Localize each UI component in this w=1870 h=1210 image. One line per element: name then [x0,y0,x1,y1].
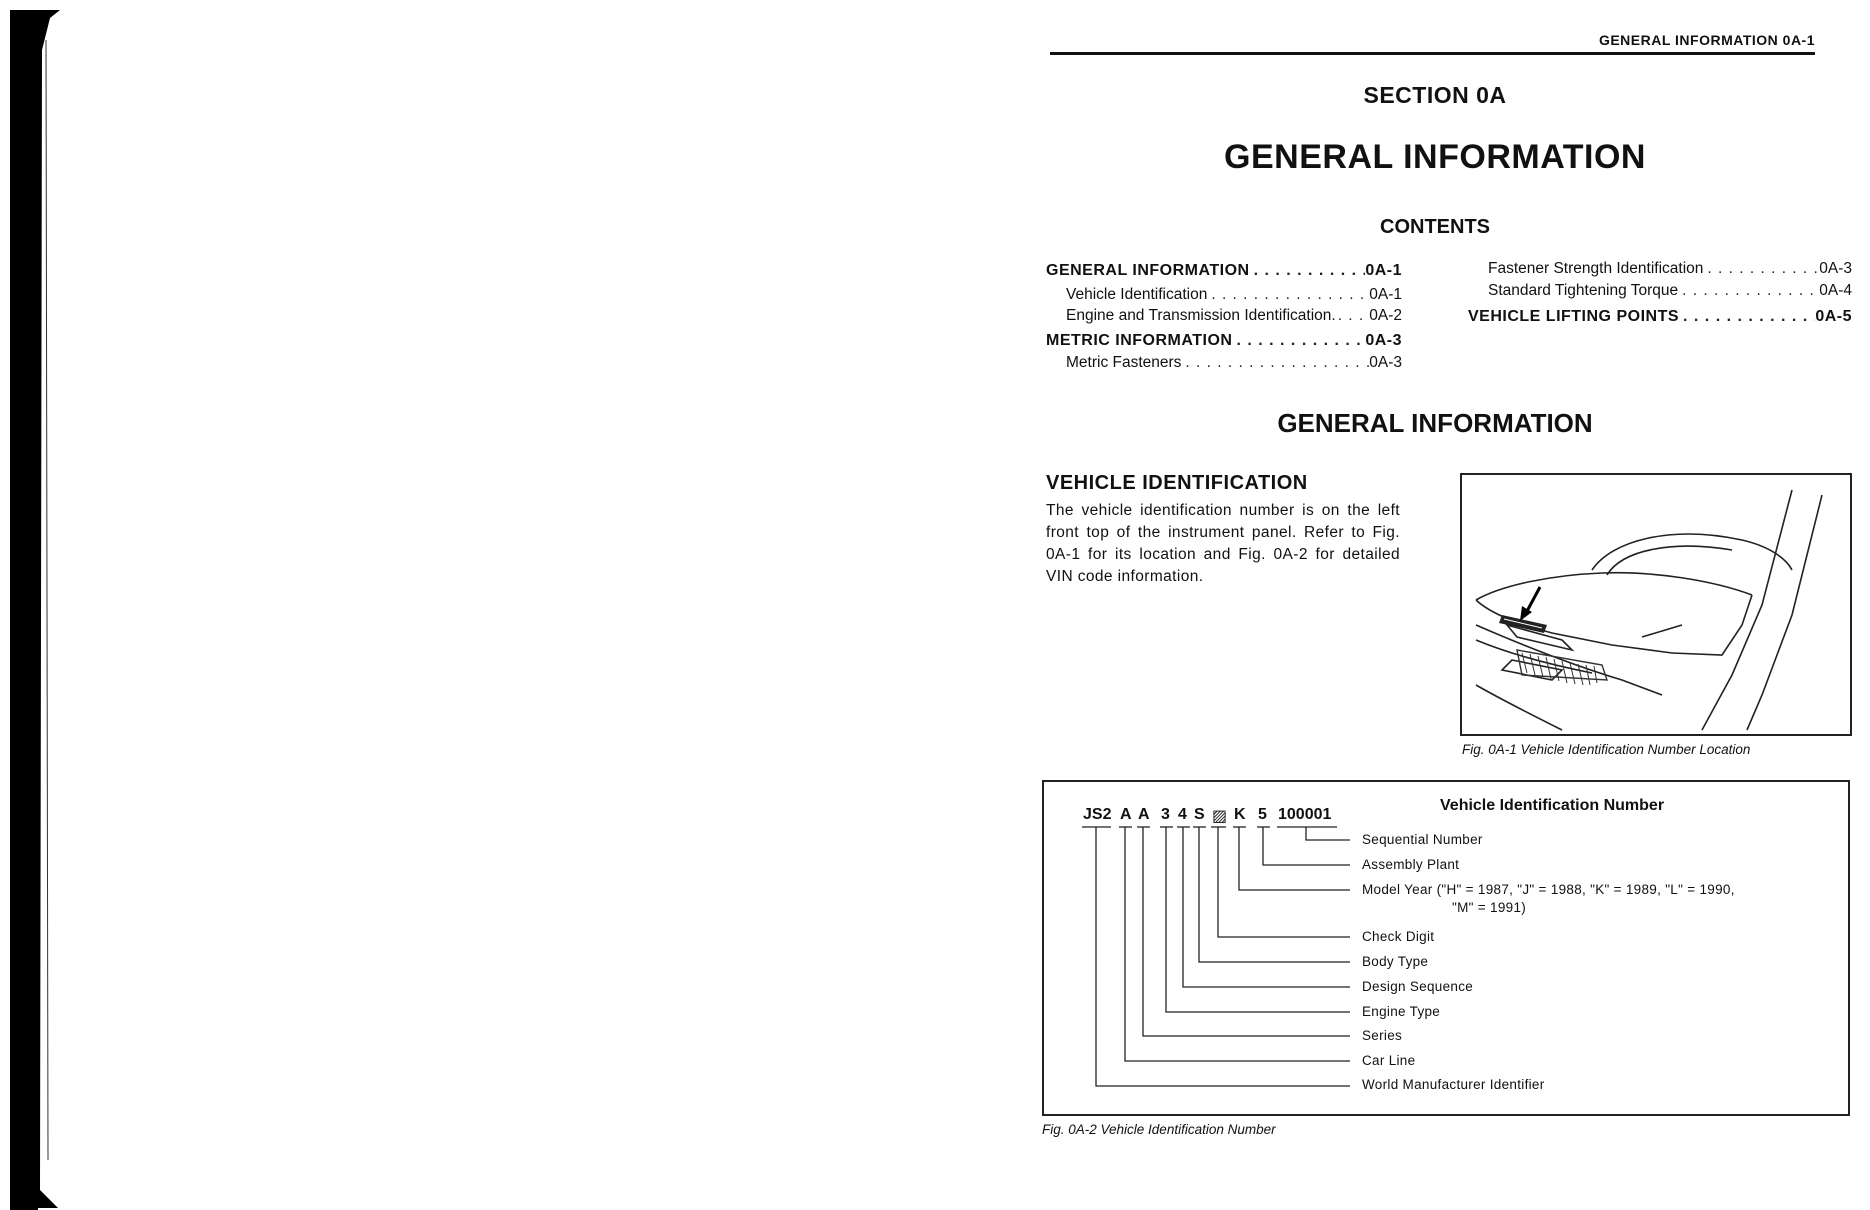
vin-char: A [1120,806,1132,823]
toc-page: 0A-1 [1369,286,1402,303]
manual-page [1040,0,1852,1210]
toc-label: Standard Tightening Torque [1488,282,1679,299]
toc-page: 0A-1 [1365,262,1402,279]
figure-caption: Fig. 0A-1 Vehicle Identification Number Location [1462,742,1751,757]
vin-char: JS2 [1083,806,1112,823]
arrow-icon [1520,587,1540,621]
toc-item[interactable] [1046,307,1402,325]
vin-leader-lines [1040,780,1850,1116]
page-title: GENERAL INFORMATION [1224,138,1646,176]
binding-edge [10,10,60,1210]
figure-caption: Fig. 0A-2 Vehicle Identification Number [1042,1122,1276,1137]
vin-label-model-year-cont: "M" = 1991) [1452,900,1527,915]
toc-label: Metric Fasteners [1066,354,1182,371]
vin-label-check-digit: Check Digit [1362,929,1435,944]
section-heading-general: GENERAL INFORMATION [1277,408,1593,438]
contents-heading: CONTENTS [1380,216,1490,238]
toc-page: 0A-3 [1819,260,1852,277]
toc-page: 0A-5 [1815,308,1852,325]
running-head: GENERAL INFORMATION 0A-1 [1598,32,1815,48]
toc-page: 0A-3 [1365,332,1402,349]
vin-diagram-title: Vehicle Identification Number [1440,797,1665,814]
toc-left [1046,262,1402,372]
vin-char: 3 [1161,806,1170,823]
toc-label: VEHICLE LIFTING POINTS [1468,308,1680,325]
defroster-grille [1517,650,1607,685]
subheading-vehicle-identification: VEHICLE IDENTIFICATION [1046,472,1308,494]
vin-char: ▨ [1212,808,1228,825]
vin-char: S [1194,806,1205,823]
vin-label-assembly-plant: Assembly Plant [1362,857,1460,872]
toc-label: Vehicle Identification [1066,286,1208,303]
toc-label: METRIC INFORMATION [1046,332,1233,349]
toc-item[interactable] [1468,260,1852,278]
vin-label-car-line: Car Line [1362,1053,1416,1068]
vin-label-engine-type: Engine Type [1362,1004,1441,1019]
toc-item[interactable] [1046,286,1402,304]
figure-vin-location [1460,473,1852,736]
vin-char: 5 [1258,806,1267,823]
toc-item[interactable] [1468,282,1852,300]
toc-page: 0A-4 [1819,282,1852,299]
toc-right [1468,260,1852,326]
toc-label: Fastener Strength Identification [1488,260,1704,277]
dashboard-illustration [1462,475,1850,734]
toc-page: 0A-2 [1369,307,1402,324]
toc-label: Engine and Transmission Identification. [1066,307,1336,324]
vin-label-model-year: Model Year ("H" = 1987, "J" = 1988, "K" = 1989, "L" = 1990, [1362,882,1735,897]
section-label: SECTION 0A [1363,82,1507,108]
toc-page: 0A-3 [1369,354,1402,371]
vin-label-sequential-number: Sequential Number [1362,832,1483,847]
vin-char: K [1234,806,1246,823]
vin-char: A [1138,806,1150,823]
toc-item[interactable] [1046,262,1402,280]
vin-label-design-sequence: Design Sequence [1362,979,1474,994]
toc-item[interactable] [1046,332,1402,350]
header-rule [1050,52,1815,55]
vin-label-wmi: World Manufacturer Identifier [1362,1077,1545,1092]
toc-item[interactable] [1468,308,1852,326]
body-paragraph: The vehicle identification number is on the left front top of the instrument panel. Refer to Fig. 0A-1 for its location and Fig. 0A-2 for detailed VIN code information. [1046,502,1400,585]
vin-char: 100001 [1278,806,1332,823]
toc-label: GENERAL INFORMATION [1046,262,1250,279]
vin-char: 4 [1178,806,1187,823]
toc-item[interactable] [1046,354,1402,372]
vin-label-body-type: Body Type [1362,954,1429,969]
vin-label-series: Series [1362,1028,1403,1043]
